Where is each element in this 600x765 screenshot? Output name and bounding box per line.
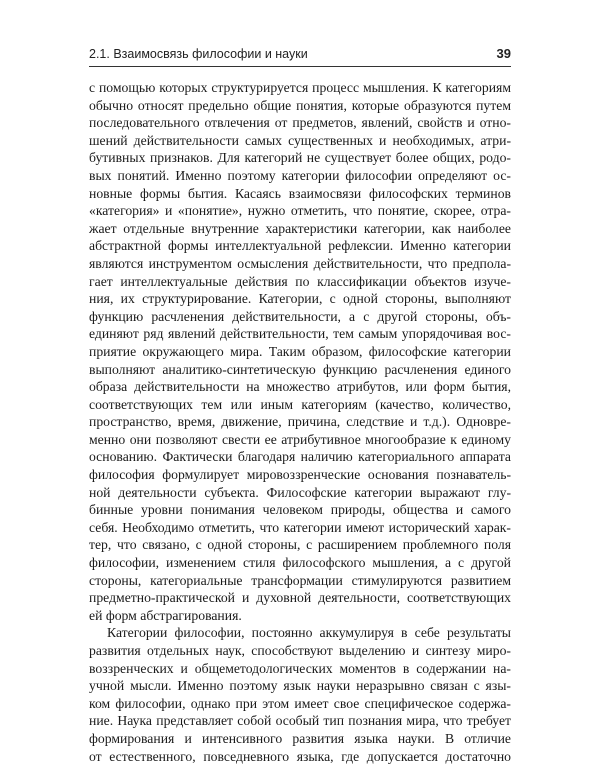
text-line: соответствующих тем или иным категориям (качество, количество,	[89, 396, 511, 412]
text-line: ние. Наука представляет собой особый тип познания мира, что требует	[89, 713, 511, 729]
text-line: обычно относят предельно общие понятия, которые образуются путем	[89, 97, 511, 113]
text-line: образа действительности на множество атрибутов, или форм бытия,	[89, 379, 511, 395]
running-header	[89, 44, 511, 64]
body-text	[89, 79, 511, 765]
text-line: новные формы бытия. Касаясь взаимосвязи философских терминов	[89, 185, 511, 201]
text-line: ей форм абстрагирования.	[89, 607, 242, 623]
page-number: 39	[496, 46, 511, 61]
text-line: являются инструментом осмысления действительности, что предпола-	[89, 255, 511, 271]
text-line: ной деятельности субъекта. Философские категории выражают глу-	[89, 484, 511, 500]
text-line: жает отдельные внутренние характеристики категории, как наиболее	[89, 220, 511, 236]
text-line: тер, что связано, с одной стороны, с расширением проблемного поля	[89, 537, 511, 553]
text-line: абстрактной формы интеллектуальной рефлексии. Именно категории	[89, 238, 511, 254]
text-line: вых понятий. Именно поэтому категории философии определяют ос-	[89, 167, 511, 183]
text-line: единяют ряд явлений действительности, тем самым упорядочивая вос-	[89, 326, 511, 342]
text-line: воззренческих и общеметодологических моментов в содержании на-	[89, 660, 511, 676]
text-line: гает интеллектуальные действия по классификации объектов изуче-	[89, 273, 511, 289]
text-line: последовательного отвлечения от предметов, явлений, свойств и отно-	[89, 115, 511, 131]
text-line: менно они позволяют свести ее атрибутивное многообразие к единому	[89, 431, 511, 447]
text-line: функцию расчленения действительности, а с другой стороны, объ-	[89, 308, 511, 324]
text-line: предметно-практической и духовной деятельности, соответствующих	[89, 590, 511, 606]
text-line: основанию. Фактически благодаря наличию категориального аппарата	[89, 449, 511, 465]
text-line: ния, их структурирование. Категории, с одной стороны, выполняют	[89, 291, 511, 307]
text-line: формирования и интенсивного развития языка науки. В отличие	[89, 730, 511, 746]
text-line: Категории философии, постоянно аккумулируя в себе результаты	[107, 625, 511, 641]
text-line: философия формулирует мировоззренческие основания познаватель-	[89, 467, 511, 483]
text-line: бинные уровни понимания человеком природы, общества и самого	[89, 502, 511, 518]
text-line: с помощью которых структурируется процесс мышления. К категориям	[89, 80, 511, 95]
section-title: 2.1. Взаимосвязь философии и науки	[89, 47, 308, 61]
header-divider	[89, 66, 511, 67]
text-line: приятие окружающего мира. Таким образом, философские категории	[89, 343, 511, 359]
text-line: шений действительности самых существенных и необходимых, атри-	[89, 132, 511, 148]
text-line: развития отдельных наук, способствуют выделению и синтезу миро-	[89, 643, 511, 658]
text-line: стороны, категориальные трансформации стимулируются развитием	[89, 572, 511, 588]
text-line: себя. Необходимо отметить, что категории имеют исторический харак-	[89, 519, 511, 535]
text-line: ком философии, однако при этом имеет свое специфическое содержа-	[89, 695, 511, 711]
text-line: выполняют аналитико-синтетическую функцию расчленения единого	[89, 361, 511, 377]
text-line: «категория» и «понятие», нужно отметить, что понятие, скорее, отра-	[89, 203, 511, 219]
text-line: философии, изменением стиля философского мышления, а с другой	[89, 555, 511, 571]
text-line: пространство, время, движение, причина, следствие и т.д.). Одноврe-	[89, 414, 511, 430]
text-line: бутивных признаков. Для категорий не существует более общих, родо-	[89, 150, 511, 166]
text-line: от естественного, повседневного языка, где допускается достаточно	[89, 748, 511, 764]
text-line: учной мысли. Именно поэтому язык науки неразрывно связан с язы-	[89, 678, 511, 694]
